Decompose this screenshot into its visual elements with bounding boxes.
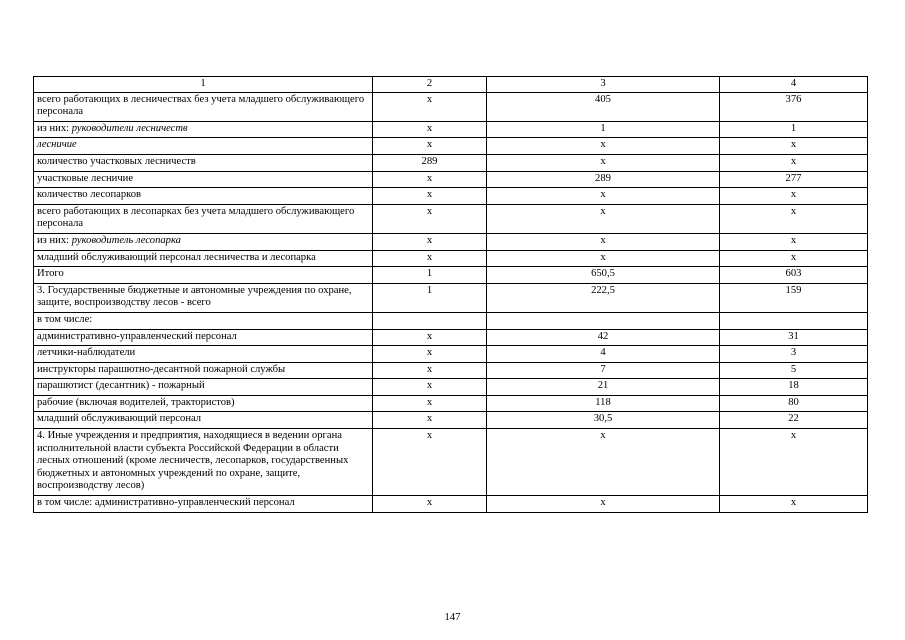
- table-row: [34, 92, 868, 121]
- row-label: [34, 362, 373, 379]
- cell-col-3: 1: [487, 121, 720, 138]
- row-label-text: 3. Государственные бюджетные и автономные учреждения по охране, защите, воспроизводству лесов - всего: [37, 284, 352, 309]
- column-number-1: 1: [34, 77, 373, 93]
- cell-col-4: [720, 312, 868, 329]
- cell-col-2: x: [373, 121, 487, 138]
- cell-col-2: 1: [373, 283, 487, 312]
- row-label: [34, 395, 373, 412]
- cell-col-4: 277: [720, 171, 868, 188]
- cell-col-3: x: [487, 138, 720, 155]
- cell-col-2: x: [373, 233, 487, 250]
- cell-col-4: x: [720, 154, 868, 171]
- row-label-italic-text: руководитель лесопарка: [71, 234, 181, 246]
- cell-col-3: x: [487, 250, 720, 267]
- cell-col-3: 30,5: [487, 412, 720, 429]
- table-row: [34, 395, 868, 412]
- row-label-text: инструкторы парашютно-десантной пожарной службы: [37, 363, 286, 375]
- row-label-text: младший обслуживающий персонал: [37, 413, 202, 425]
- cell-col-3: 42: [487, 329, 720, 346]
- cell-col-4: 603: [720, 267, 868, 284]
- cell-col-2: x: [373, 412, 487, 429]
- cell-col-3: 289: [487, 171, 720, 188]
- cell-col-4: 3: [720, 346, 868, 363]
- cell-col-2: x: [373, 171, 487, 188]
- row-label: [34, 312, 373, 329]
- cell-col-2: x: [373, 496, 487, 513]
- table-row: [34, 267, 868, 284]
- row-label-text: в том числе:: [37, 313, 93, 325]
- cell-col-2: x: [373, 250, 487, 267]
- row-label-text: из них:: [37, 122, 72, 134]
- row-label: [34, 346, 373, 363]
- table-row: [34, 329, 868, 346]
- row-label: [34, 154, 373, 171]
- row-label-text: 4. Иные учреждения и предприятия, находящиеся в ведении органа исполнительной власти субъекта Российской Федерации в области лесных отношений (кроме лесничеств, лесопарков, государственных бюджетных и автономных учреждений по охране, защите, воспроизводству лесов): [37, 430, 349, 492]
- table-row: [34, 233, 868, 250]
- row-label-text: из них:: [37, 234, 72, 246]
- row-label-text: рабочие (включая водителей, трактористов): [37, 396, 235, 408]
- table-row: [34, 346, 868, 363]
- row-label: [34, 379, 373, 396]
- cell-col-4: 159: [720, 283, 868, 312]
- cell-col-3: x: [487, 233, 720, 250]
- row-label: [34, 412, 373, 429]
- row-label-text: количество участковых лесничеств: [37, 155, 196, 167]
- table-row: [34, 312, 868, 329]
- row-label-text: младший обслуживающий персонал лесничества и лесопарка: [37, 251, 316, 263]
- row-label: [34, 233, 373, 250]
- row-label: [34, 138, 373, 155]
- cell-col-2: x: [373, 395, 487, 412]
- row-label-text: количество лесопарков: [37, 189, 142, 201]
- row-label: [34, 250, 373, 267]
- row-label-text: всего работающих в лесничествах без учета младшего обслуживающего персонала: [37, 93, 365, 118]
- cell-col-4: 22: [720, 412, 868, 429]
- row-label: [34, 188, 373, 205]
- row-label: [34, 92, 373, 121]
- cell-col-2: x: [373, 346, 487, 363]
- cell-col-3: x: [487, 429, 720, 496]
- cell-col-4: 1: [720, 121, 868, 138]
- table-row: [34, 171, 868, 188]
- cell-col-3: x: [487, 204, 720, 233]
- row-label-text: административно-управленческий персонал: [37, 330, 237, 342]
- column-number-2: 2: [373, 77, 487, 93]
- cell-col-2: x: [373, 204, 487, 233]
- row-label: [34, 329, 373, 346]
- row-label-text: участковые лесничие: [37, 172, 134, 184]
- table-row: [34, 362, 868, 379]
- cell-col-4: 5: [720, 362, 868, 379]
- staffing-table: [33, 76, 868, 513]
- cell-col-4: 18: [720, 379, 868, 396]
- cell-col-4: 376: [720, 92, 868, 121]
- cell-col-4: x: [720, 250, 868, 267]
- row-label-text: всего работающих в лесопарках без учета младшего обслуживающего персонала: [37, 205, 355, 230]
- cell-col-3: 650,5: [487, 267, 720, 284]
- table-row: [34, 496, 868, 513]
- cell-col-4: x: [720, 138, 868, 155]
- cell-col-2: x: [373, 92, 487, 121]
- table-row: [34, 283, 868, 312]
- row-label: [34, 496, 373, 513]
- cell-col-4: x: [720, 429, 868, 496]
- column-number-3: 3: [487, 77, 720, 93]
- cell-col-2: x: [373, 379, 487, 396]
- table-row: [34, 121, 868, 138]
- row-label-text: в том числе: административно-управленческий персонал: [37, 497, 295, 509]
- table-row: [34, 379, 868, 396]
- row-label-text: парашютист (десантник) - пожарный: [37, 380, 205, 392]
- cell-col-4: 80: [720, 395, 868, 412]
- table-row: [34, 250, 868, 267]
- cell-col-4: x: [720, 204, 868, 233]
- cell-col-2: [373, 312, 487, 329]
- table-row: [34, 204, 868, 233]
- cell-col-3: 222,5: [487, 283, 720, 312]
- row-label: [34, 429, 373, 496]
- column-number-4: 4: [720, 77, 868, 93]
- cell-col-2: x: [373, 329, 487, 346]
- cell-col-4: x: [720, 188, 868, 205]
- row-label: [34, 121, 373, 138]
- cell-col-3: x: [487, 188, 720, 205]
- row-label: [34, 171, 373, 188]
- cell-col-4: 31: [720, 329, 868, 346]
- cell-col-2: 289: [373, 154, 487, 171]
- cell-col-2: x: [373, 138, 487, 155]
- cell-col-4: x: [720, 233, 868, 250]
- cell-col-2: x: [373, 362, 487, 379]
- row-label: [34, 204, 373, 233]
- cell-col-3: x: [487, 496, 720, 513]
- row-label-italic-text: лесничие: [37, 139, 77, 151]
- page-number: 147: [444, 612, 461, 623]
- cell-col-2: x: [373, 188, 487, 205]
- row-label-text: летчики-наблюдатели: [37, 347, 136, 359]
- cell-col-4: x: [720, 496, 868, 513]
- table-row: [34, 154, 868, 171]
- cell-col-3: 405: [487, 92, 720, 121]
- cell-col-2: 1: [373, 267, 487, 284]
- row-label: [34, 283, 373, 312]
- cell-col-3: [487, 312, 720, 329]
- cell-col-2: x: [373, 429, 487, 496]
- cell-col-3: x: [487, 154, 720, 171]
- cell-col-3: 118: [487, 395, 720, 412]
- table-row: [34, 429, 868, 496]
- table-row: [34, 138, 868, 155]
- row-label-italic-text: руководители лесничеств: [71, 122, 188, 134]
- row-label-text: Итого: [37, 268, 64, 280]
- cell-col-3: 7: [487, 362, 720, 379]
- table-header-row: [34, 77, 868, 93]
- row-label: [34, 267, 373, 284]
- table-row: [34, 412, 868, 429]
- cell-col-3: 4: [487, 346, 720, 363]
- cell-col-3: 21: [487, 379, 720, 396]
- table-row: [34, 188, 868, 205]
